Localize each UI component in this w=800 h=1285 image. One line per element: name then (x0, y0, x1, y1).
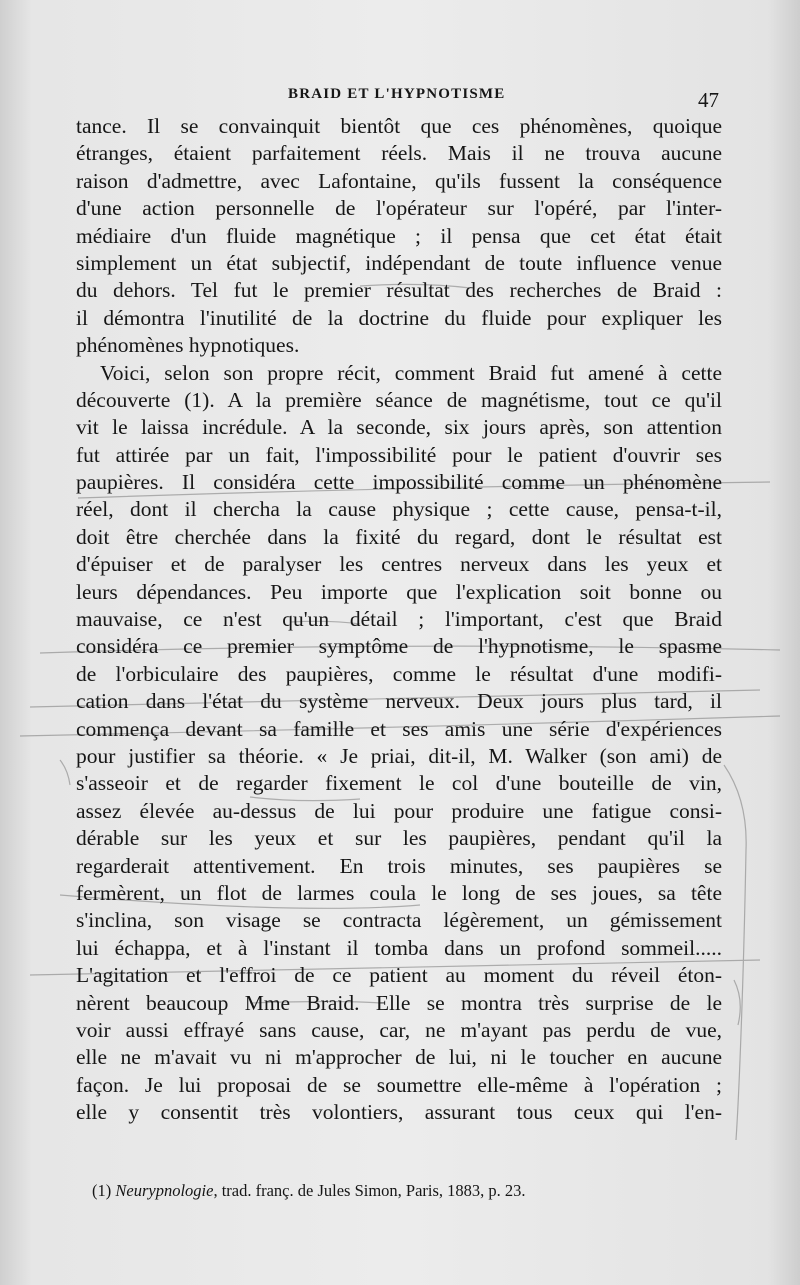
footnote-text: , trad. franç. de Jules Simon, Paris, 1883, p. 23. (213, 1181, 526, 1200)
text-line: d'épuiser et de paralyser les centres nerveux dans les yeux et (76, 552, 722, 577)
text-line: raison d'admettre, avec Lafontaine, qu'ils fussent la conséquence (76, 168, 722, 193)
page-header (0, 82, 800, 112)
text-line: elle y consentit très volontiers, assurant tous ceux qui l'en- (76, 1100, 722, 1125)
text-line: médiaire d'un fluide magnétique ; il pensa que cet état était (76, 223, 722, 248)
text-line: vit le laissa incrédule. A la seconde, six jours après, son attention (76, 415, 722, 440)
footnote-marker: (1) (92, 1181, 112, 1200)
text-line: s'asseoir et de regarder fixement le col d'une bouteille de vin, (76, 771, 722, 796)
text-line: cation dans l'état du système nerveux. Deux jours plus tard, il (76, 689, 722, 714)
text-line: nèrent beaucoup Mme Braid. Elle se montra très surprise de le (76, 990, 722, 1015)
text-line: voir aussi effrayé sans cause, car, ne m'ayant pas perdu de vue, (76, 1017, 722, 1042)
page-number: 47 (698, 88, 719, 112)
text-line: paupières. Il considéra cette impossibilité comme un phénomène (76, 470, 722, 495)
text-line: lui échappa, et à l'instant il tomba dans un profond sommeil..... (76, 935, 722, 960)
running-title: BRAID ET L'HYPNOTISME (288, 86, 506, 102)
text-line: découverte (1). A la première séance de magnétisme, tout ce qu'il (76, 387, 722, 412)
text-line: de l'orbiculaire des paupières, comme le résultat d'une modifi- (76, 661, 722, 686)
text-line: dérable sur les yeux et sur les paupières, pendant qu'il la (76, 826, 722, 851)
text-line: tance. Il se convainquit bientôt que ces phénomènes, quoique (76, 114, 722, 138)
text-line: fermèrent, un flot de larmes coula le long de ses joues, sa tête (76, 880, 722, 905)
text-line: réel, dont il chercha la cause physique ; cette cause, pensa-t-il, (76, 497, 722, 522)
text-line: considéra ce premier symptôme de l'hypnotisme, le spasme (76, 634, 722, 659)
text-line: L'agitation et l'effroi de ce patient au moment du réveil éton- (76, 963, 722, 988)
text-line: du dehors. Tel fut le premier résultat des recherches de Braid : (76, 278, 722, 303)
text-line: il démontra l'inutilité de la doctrine du fluide pour expliquer les (76, 305, 722, 330)
text-line: Voici, selon son propre récit, comment Braid fut amené à cette (100, 360, 722, 385)
body-text (76, 113, 722, 1126)
text-line: étranges, étaient parfaitement réels. Mais il ne trouva aucune (76, 141, 722, 166)
text-line: regarderait attentivement. En trois minutes, ses paupières se (76, 853, 722, 878)
text-line: d'une action personnelle de l'opérateur sur l'opéré, par l'inter- (76, 196, 722, 221)
text-line: doit être cherchée dans la fixité du regard, dont le résultat est (76, 524, 722, 549)
text-line: mauvaise, ce n'est qu'un détail ; l'important, c'est que Braid (76, 607, 722, 632)
text-line: façon. Je lui proposai de se soumettre elle-même à l'opération ; (76, 1072, 722, 1097)
text-line: commença devant sa famille et ses amis une série d'expériences (76, 716, 722, 741)
footnote-title: Neurypnologie (115, 1181, 214, 1200)
text-line: pour justifier sa théorie. « Je priai, dit-il, M. Walker (son ami) de (76, 743, 722, 768)
text-line: fut attirée par un fait, l'impossibilité pour le patient d'ouvrir ses (76, 442, 722, 467)
footnote (92, 1181, 712, 1201)
text-line: s'inclina, son visage se contracta légèrement, un gémissement (76, 908, 722, 933)
text-line: simplement un état subjectif, indépendant de toute influence venue (76, 250, 722, 275)
text-line: phénomènes hypnotiques. (76, 333, 300, 358)
text-line: leurs dépendances. Peu importe que l'explication soit bonne ou (76, 579, 722, 604)
text-line: elle ne m'avait vu ni m'approcher de lui, ni le toucher en aucune (76, 1045, 722, 1070)
text-line: assez élevée au-dessus de lui pour produire une fatigue consi- (76, 798, 722, 823)
